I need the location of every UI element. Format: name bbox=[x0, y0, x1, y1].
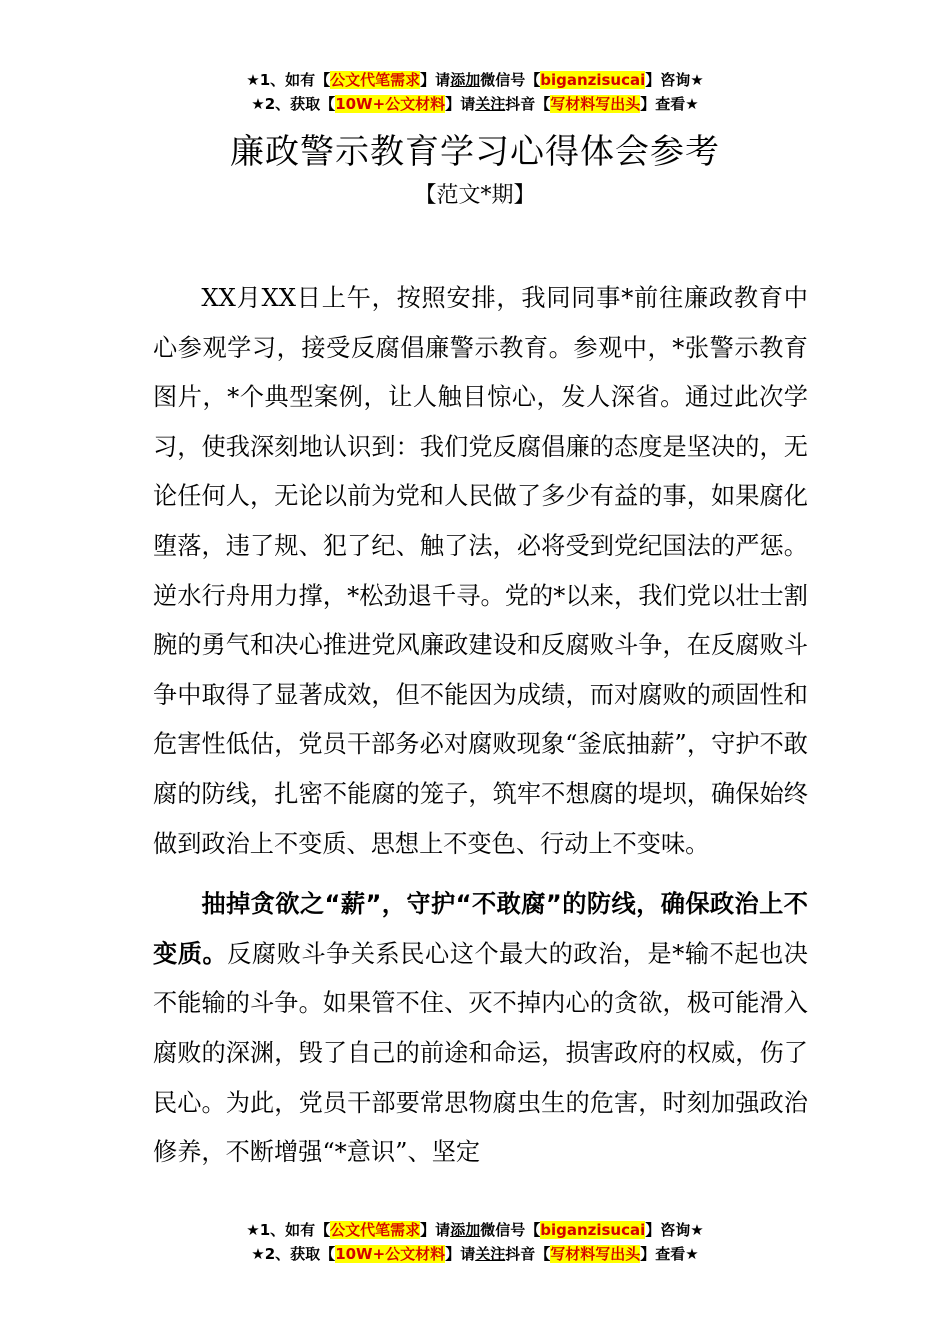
promo-text: 】咨询★ bbox=[645, 71, 704, 89]
promo-highlight: 10W+公文材料 bbox=[335, 1245, 446, 1263]
promo-text: ★2、获取【 bbox=[251, 95, 336, 113]
promo-text: 抖音【 bbox=[505, 1245, 551, 1263]
promo-douyin-id: 写材料写出头 bbox=[550, 95, 641, 113]
document-body bbox=[153, 274, 808, 1189]
paragraph-2-text: 反腐败斗争关系民心这个最大的政治，是*输不起也决不能输的斗争。如果管不住、灭不掉内心的贪欲，极可能滑入腐败的深渊，毁了自己的前途和命运，损害政府的权威，伤了民心。为此，党员干部要常思物腐虫生的危害，时刻加强政治修养，不断增强“*意识”、坚定 bbox=[153, 939, 808, 1167]
paragraph-2 bbox=[153, 880, 808, 1178]
promo-highlight: 10W+公文材料 bbox=[335, 95, 446, 113]
promo-underlined: 添加 bbox=[450, 1221, 481, 1239]
promo-line-2 bbox=[0, 92, 950, 116]
promo-highlight: 公文代笔需求 bbox=[330, 1221, 421, 1239]
document-title: 廉政警示教育学习心得体会参考 bbox=[230, 132, 720, 172]
paragraph-1: XX月XX日上午，按照安排，我同同事*前往廉政教育中心参观学习，接受反腐倡廉警示教育。参观中，*张警示教育图片，*个典型案例，让人触目惊心，发人深省。通过此次学习，使我深刻地认识到：我们党反腐倡廉的态度是坚决的，无论任何人，无论以前为党和人民做了多少有益的事，如果腐化堕落，违了规、犯了纪、触了法，必将受到党纪国法的严惩。逆水行舟用力撑，*松劲退千寻。党的*以来，我们党以壮士割腕的勇气和决心推进党风廉政建设和反腐败斗争，在反腐败斗争中取得了显著成效，但不能因为成绩，而对腐败的顽固性和危害性低估，党员干部务必对腐败现象“釜底抽薪”，守护不敢腐的防线，扎密不能腐的笼子，筑牢不想腐的堤坝，确保始终做到政治上不变质、思想上不变色、行动上不变味。 bbox=[153, 284, 808, 858]
promo-text: 微信号【 bbox=[480, 71, 541, 89]
document-subtitle: 【范文*期】 bbox=[414, 183, 536, 208]
promo-wechat-id: biganzisucai bbox=[540, 71, 646, 89]
promo-text: 】请 bbox=[420, 1221, 451, 1239]
paragraph-2-heading: 抽掉贪欲之“薪”，守护“不敢腐”的防线，确保政治上不变质。 bbox=[153, 890, 808, 968]
promo-underlined: 添加 bbox=[450, 71, 481, 89]
promo-text: 】查看★ bbox=[640, 1245, 699, 1263]
promo-text: ★1、如有【 bbox=[246, 1221, 331, 1239]
promo-text: 】请 bbox=[445, 1245, 476, 1263]
promo-text: 】查看★ bbox=[640, 95, 699, 113]
promo-line-2 bbox=[0, 1242, 950, 1266]
promo-underlined: 关注 bbox=[475, 95, 506, 113]
promo-highlight: 公文代笔需求 bbox=[330, 71, 421, 89]
promo-underlined: 关注 bbox=[475, 1245, 506, 1263]
promo-text: 】咨询★ bbox=[645, 1221, 704, 1239]
promo-text: ★2、获取【 bbox=[251, 1245, 336, 1263]
promo-text: 】请 bbox=[420, 71, 451, 89]
promo-text: 】请 bbox=[445, 95, 476, 113]
promo-text: 微信号【 bbox=[480, 1221, 541, 1239]
promo-wechat-id: biganzisucai bbox=[540, 1221, 646, 1239]
promo-banner-top bbox=[0, 68, 950, 116]
promo-douyin-id: 写材料写出头 bbox=[550, 1245, 641, 1263]
promo-line-1 bbox=[0, 1218, 950, 1242]
promo-text: ★1、如有【 bbox=[246, 71, 331, 89]
promo-banner-bottom bbox=[0, 1218, 950, 1266]
promo-line-1 bbox=[0, 68, 950, 92]
promo-text: 抖音【 bbox=[505, 95, 551, 113]
